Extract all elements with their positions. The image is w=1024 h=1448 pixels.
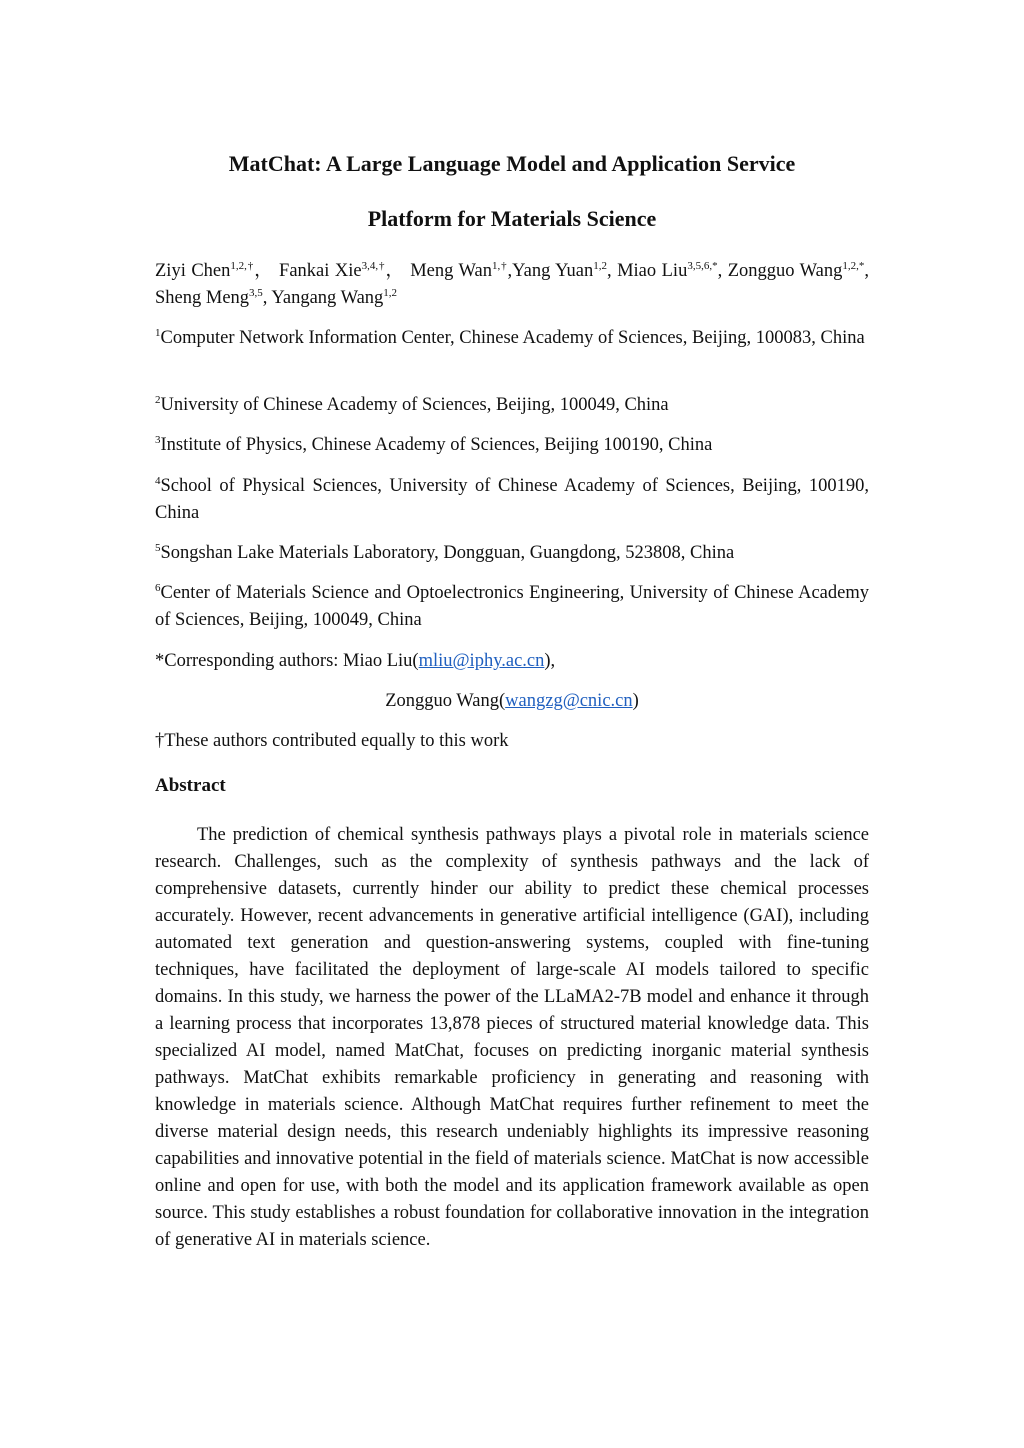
email-link-miao-liu[interactable]: mliu@iphy.ac.cn <box>418 651 545 671</box>
affiliation-5 <box>155 540 869 567</box>
corresponding-suffix-2: ) <box>632 691 639 711</box>
affiliation-3 <box>155 432 869 459</box>
corresponding-suffix: ), <box>544 651 556 671</box>
author-affiliation-marker: 1,2,† <box>230 260 255 272</box>
affiliation-text: Songshan Lake Materials Laboratory, Dongguan, Guangdong, 523808, China <box>160 543 735 563</box>
affiliation-number: 1 <box>155 327 161 339</box>
author-separator: , <box>507 261 513 281</box>
affiliation-2 <box>155 392 869 419</box>
author-name: Fankai Xie <box>279 261 362 281</box>
affiliation-number: 5 <box>155 542 161 554</box>
affiliation-6 <box>155 580 869 634</box>
author-separator: , <box>606 261 618 281</box>
affiliation-number: 3 <box>155 434 161 446</box>
affiliation-text: University of Chinese Academy of Sciences, Beijing, 100049, China <box>160 395 669 415</box>
corresponding-name-2: Zongguo Wang( <box>385 691 506 711</box>
author-list <box>155 258 869 312</box>
author-name: Meng Wan <box>410 261 493 281</box>
author-affiliation-marker: 3,5 <box>249 287 263 299</box>
affiliation-text: Center of Materials Science and Optoelectronics Engineering, University of Chinese Academy of Sciences, Beijing, 100049, China <box>155 583 869 630</box>
author-name: Yang Yuan <box>512 261 594 281</box>
abstract-heading: Abstract <box>155 775 226 796</box>
corresponding-second-author <box>155 688 869 715</box>
email-link-zongguo-wang[interactable]: wangzg@cnic.cn <box>505 691 633 711</box>
author-name: Yangang Wang <box>271 288 384 308</box>
affiliation-number: 4 <box>155 475 161 487</box>
author-affiliation-marker: 1,2,* <box>842 260 865 272</box>
corresponding-prefix: *Corresponding authors: Miao Liu( <box>155 651 419 671</box>
corresponding-authors <box>155 648 869 675</box>
author-name: Ziyi Chen <box>155 261 231 281</box>
author-affiliation-marker: 1,† <box>492 260 508 272</box>
author-separator: ， <box>385 261 411 281</box>
author-affiliation-marker: 1,2 <box>383 287 398 299</box>
equal-contribution-note: †These authors contributed equally to this work <box>155 731 509 751</box>
affiliation-number: 6 <box>155 582 161 594</box>
author-name: Miao Liu <box>617 261 688 281</box>
paper-title-line-1: MatChat: A Large Language Model and Application Service <box>228 151 796 176</box>
affiliation-4 <box>155 473 869 527</box>
author-separator: , <box>717 261 728 281</box>
affiliation-text: Computer Network Information Center, Chinese Academy of Sciences, Beijing, 100083, China <box>160 328 865 348</box>
affiliation-1 <box>155 325 869 352</box>
abstract-text: The prediction of chemical synthesis pathways plays a pivotal role in materials science research. Challenges, such as the complexity of synthesis pathways and the lack of comprehensive datasets, currently hinder our ability to predict these chemical processes accurately. However, recent advancements in generative artificial intelligence (GAI), including automated text generation and question-answering systems, coupled with fine-tuning techniques, have facilitated the deployment of large-scale AI models tailored to specific domains. In this study, we harness the power of the LLaMA2-7B model and enhance it through a learning process that incorporates 13,878 pieces of structured material knowledge data. This specialized AI model, named MatChat, focuses on predicting inorganic material synthesis pathways. MatChat exhibits remarkable proficiency in generating and reasoning with knowledge in materials science. Although MatChat requires further refinement to meet the diverse material design needs, this research undeniably highlights its impressive reasoning capabilities and innovative potential in the field of materials science. MatChat is now accessible online and open for use, with both the model and its application framework available as open source. This study establishes a robust foundation for collaborative innovation in the integration of generative AI in materials science. <box>155 825 869 1250</box>
author-name: Zongguo Wang <box>727 261 843 281</box>
author-separator: , <box>864 261 869 281</box>
affiliation-text: Institute of Physics, Chinese Academy of Sciences, Beijing 100190, China <box>160 435 713 455</box>
author-affiliation-marker: 1,2 <box>593 260 607 272</box>
author-affiliation-marker: 3,5,6,* <box>687 260 718 272</box>
affiliation-number: 2 <box>155 394 161 406</box>
author-separator: , <box>262 288 272 308</box>
author-separator: ， <box>254 261 280 281</box>
author-name: Sheng Meng <box>155 288 250 308</box>
affiliation-text: School of Physical Sciences, University of Chinese Academy of Sciences, Beijing, 100190, China <box>155 476 869 523</box>
author-affiliation-marker: 3,4,† <box>361 260 386 272</box>
paper-title-line-2: Platform for Materials Science <box>367 206 657 231</box>
